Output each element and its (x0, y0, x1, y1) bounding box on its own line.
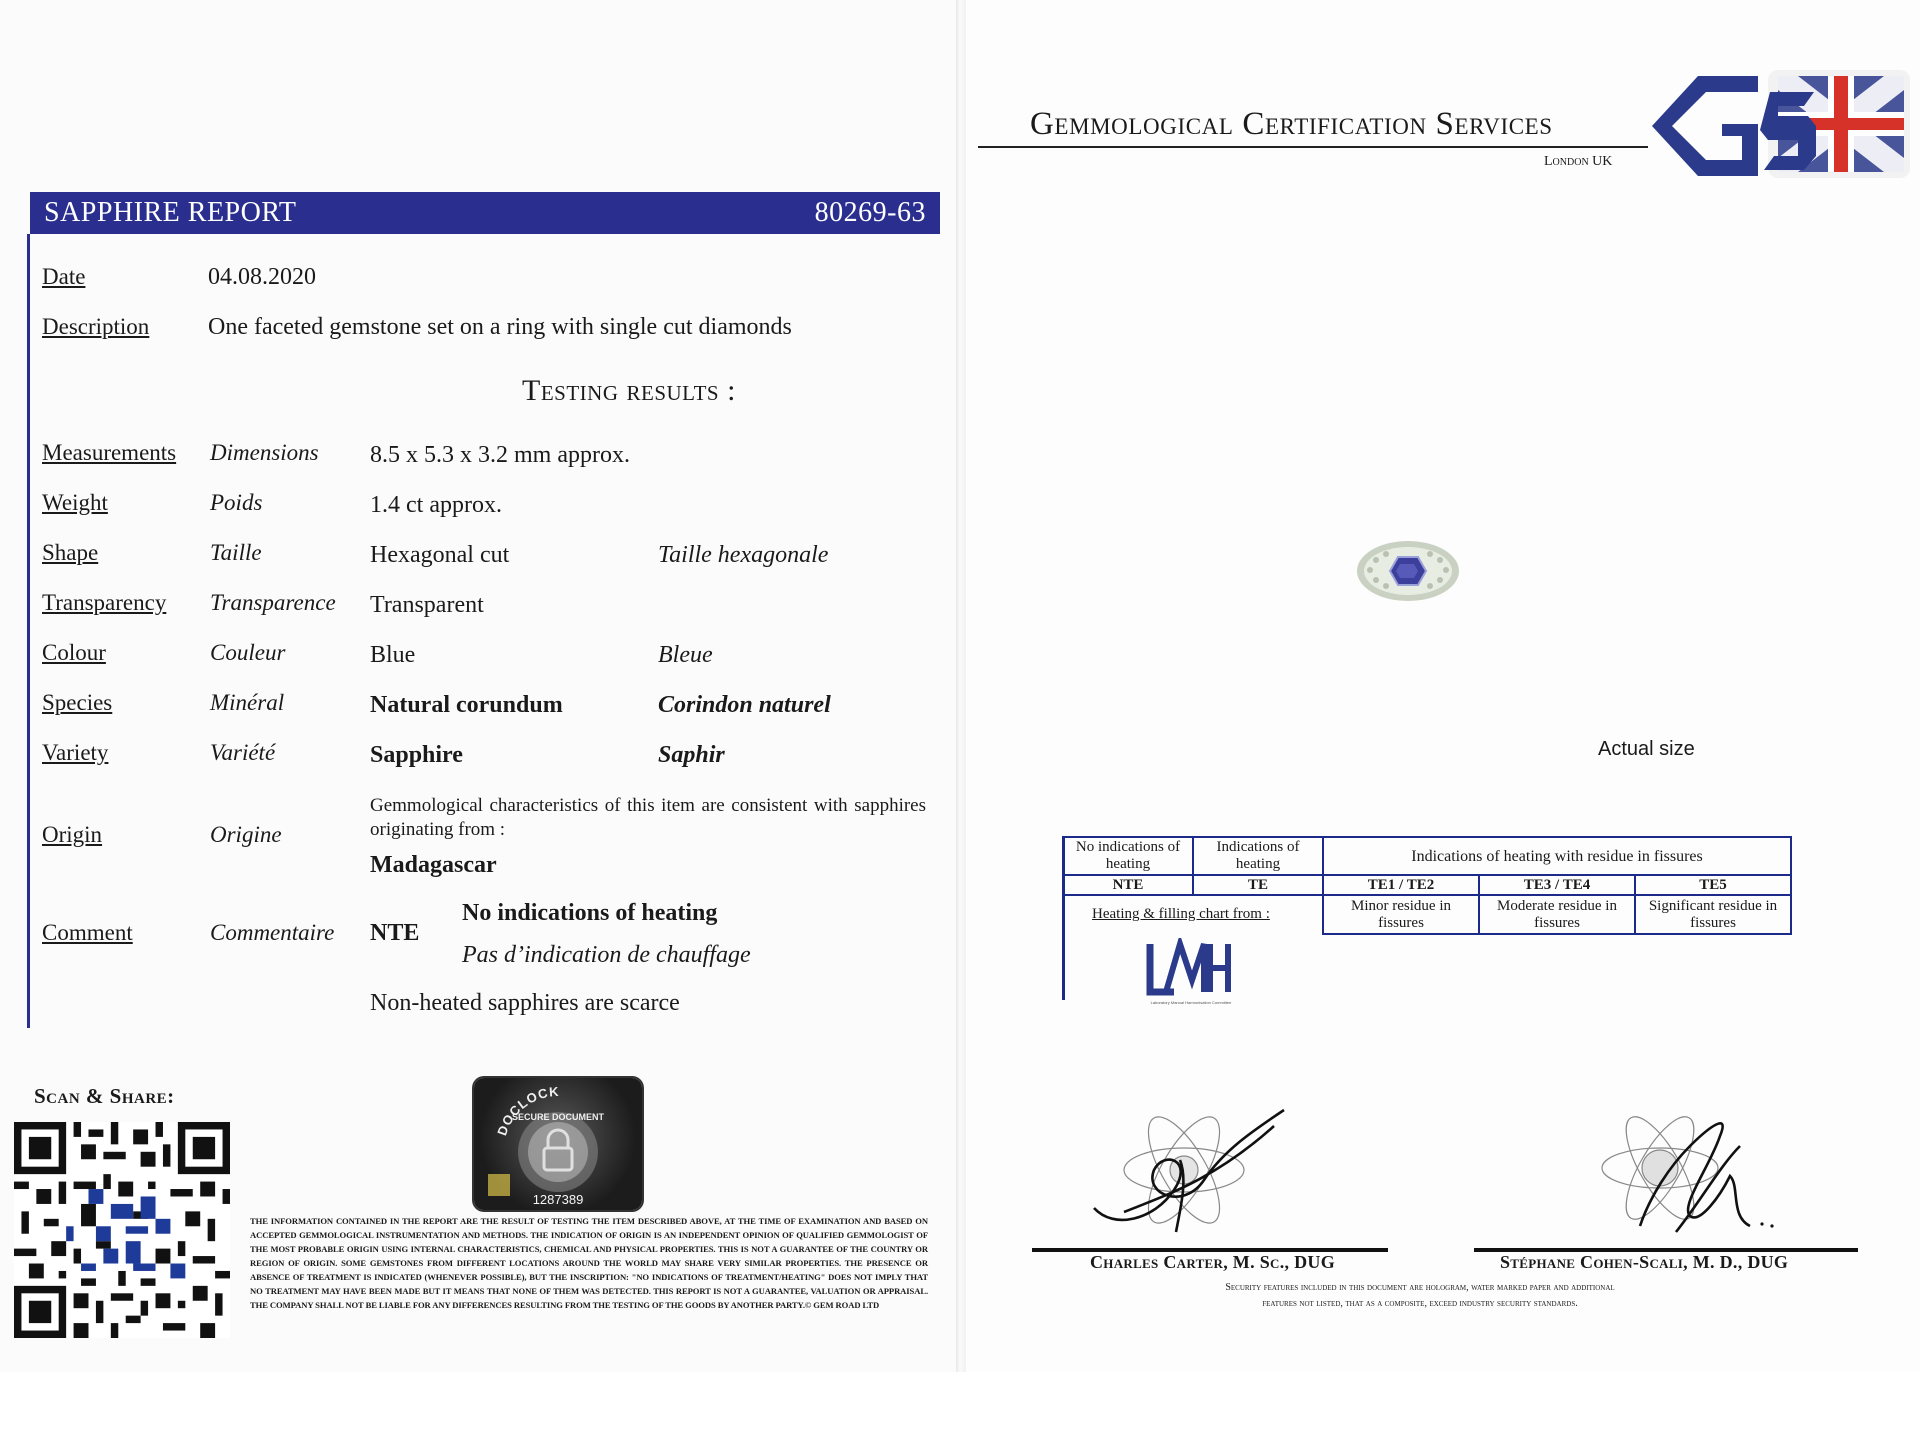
right-signatory-name: Stéphane Cohen-Scali, M. D., DUG (1500, 1252, 1789, 1272)
security-note: Security features included in this document are hologram, water marked paper and additional features not listed, that as a composite, exceed industry security standards. (1225, 1282, 1615, 1309)
variety-label: Variety (42, 740, 109, 765)
shape-value: Hexagonal cut (370, 542, 510, 568)
weight-fr-label: Poids (210, 490, 263, 515)
measurements-label: Measurements (42, 440, 177, 465)
lmhc-logo-text: LMHC (1144, 938, 1147, 939)
colour-value: Blue (370, 642, 416, 668)
comment-value-fr: Pas d’indication de chauffage (462, 942, 751, 968)
left-signature (1084, 1100, 1294, 1250)
variety-value-fr: Saphir (658, 742, 725, 768)
gcs-title-rule (978, 146, 1648, 148)
report-number: 80269-63 (814, 197, 926, 228)
code-te3-te4: TE3 / TE4 (1479, 875, 1635, 895)
variety-fr-label: Variété (210, 740, 276, 765)
heating-chart-from: Heating & filling chart from : (1092, 906, 1270, 922)
shape-fr-label: Taille (210, 540, 262, 565)
gcs-title: Gemmological Certification Services (1030, 106, 1553, 142)
shape-label: Shape (42, 540, 99, 565)
colour-fr-label: Couleur (210, 640, 286, 665)
date-label: Date (42, 264, 86, 289)
species-label: Species (42, 690, 113, 715)
comment-note: Non-heated sapphires are scarce (370, 990, 680, 1016)
report-title: SAPPHIRE REPORT (44, 197, 297, 228)
residue-moderate: Moderate residue in fissures (1479, 895, 1635, 934)
hologram-number: 1287389 (532, 1192, 584, 1207)
species-value: Natural corundum (370, 692, 563, 718)
header-indications: Indications of heating (1193, 837, 1323, 875)
measurements-value: 8.5 x 5.3 x 3.2 mm approx. (370, 442, 630, 468)
gcs-logo (1648, 68, 1912, 180)
date-value: 04.08.2020 (208, 264, 316, 290)
code-te: TE (1193, 875, 1323, 895)
actual-size-label: Actual size (1598, 738, 1695, 760)
measurements-fr-label: Dimensions (210, 440, 319, 465)
disclaimer-text: THE INFORMATION CONTAINED IN THE REPORT ARE THE RESULT OF TESTING THE ITEM DESCRIBED ABOVE, AT THE TIME OF EXAMINATION AND BASED ON ACCEPTED GEMMOLOGICAL INSTRUMENTATION AND METHODS. THE INDICATION OF ORIGIN IS AN INDEPENDENT OPINION OF QUALIFIED GEMMOLOGIST OF THE MOST PROBABLE ORIGIN USING INTERNAL CHARACTERISTICS, CHEMICAL AND PHYSICAL PROPERTIES. THIS IS NOT A GUARANTEE OF THE COUNTRY OR REGION OF ORIGIN. SOME GEMSTONES FROM DIFFERENT LOCATIONS AROUND THE WORLD MAY SHARE VERY SIMILAR PROPERTIES. THE PRESENCE OR ABSENCE OF TREATMENT IS INDICATED (WHENEVER POSSIBLE), BUT THE INSCRIPTION: "NO INDICATIONS OF TREATMENT/HEATING" DOES NOT IMPLY THAT NO TREATMENT MAY HAVE BEEN MADE BUT IT MEANS THAT NONE OF THEM WAS DETECTED. THIS REPORT IS NOT A GUARANTEE, VALUATION OR APPRAISAL. THE COMPANY SHALL NOT BE LIABLE FOR ANY DIFFERENCES RESULTING FROM THE TESTING OF THE GOODS BY ANOTHER PARTY.© GEM ROAD LTD (250, 1216, 928, 1310)
report-header-bar (30, 192, 940, 234)
lmhc-logo (1144, 938, 1238, 1006)
description-value: One faceted gemstone set on a ring with single cut diamonds (208, 314, 792, 340)
origin-value: Madagascar (370, 852, 497, 878)
origin-fr-label: Origine (210, 822, 282, 847)
transparency-label: Transparency (42, 590, 167, 615)
comment-value: No indications of heating (462, 900, 718, 926)
residue-significant: Significant residue in fissures (1635, 895, 1791, 934)
code-nte: NTE (1063, 875, 1193, 895)
transparency-fr-label: Transparence (210, 590, 336, 615)
scan-share-title: Scan & Share: (34, 1084, 175, 1108)
comment-code: NTE (370, 920, 420, 946)
transparency-value: Transparent (370, 592, 484, 618)
weight-value: 1.4 ct approx. (370, 492, 502, 518)
weight-label: Weight (42, 490, 108, 515)
qr-code[interactable] (14, 1122, 230, 1338)
code-te5: TE5 (1635, 875, 1791, 895)
code-te1-te2: TE1 / TE2 (1323, 875, 1479, 895)
gcs-subtitle: London UK (1544, 154, 1613, 169)
hologram-brand: DOCLOCK (494, 1083, 560, 1138)
testing-results-title: Testing results : (522, 374, 736, 407)
shape-value-fr: Taille hexagonale (658, 542, 829, 568)
ring-photo (1356, 540, 1460, 602)
hologram-secure-text: SECURE DOCUMENT (511, 1112, 605, 1122)
lmhc-caption: Laboratory Manual Harmonisation Committee (1150, 1000, 1232, 1005)
doclock-hologram (474, 1078, 642, 1210)
colour-value-fr: Bleue (658, 642, 713, 668)
header-no-indications: No indications of heating (1063, 837, 1193, 875)
report-left-rule (27, 234, 30, 1028)
species-fr-label: Minéral (210, 690, 285, 715)
origin-label: Origin (42, 822, 103, 847)
page-fold (956, 0, 966, 1372)
comment-label: Comment (42, 920, 133, 945)
species-value-fr: Corindon naturel (658, 692, 831, 718)
bottom-margin (0, 1372, 1920, 1440)
description-label: Description (42, 314, 150, 339)
variety-value: Sapphire (370, 742, 463, 768)
comment-fr-label: Commentaire (210, 920, 335, 945)
residue-minor: Minor residue in fissures (1323, 895, 1479, 934)
colour-label: Colour (42, 640, 106, 665)
header-residue: Indications of heating with residue in fissures (1323, 837, 1791, 875)
right-signature (1580, 1106, 1780, 1246)
origin-text: Gemmological characteristics of this item are consistent with sapphires originating from : (370, 795, 926, 840)
left-signatory-name: Charles Carter, M. Sc., DUG (1090, 1252, 1335, 1272)
